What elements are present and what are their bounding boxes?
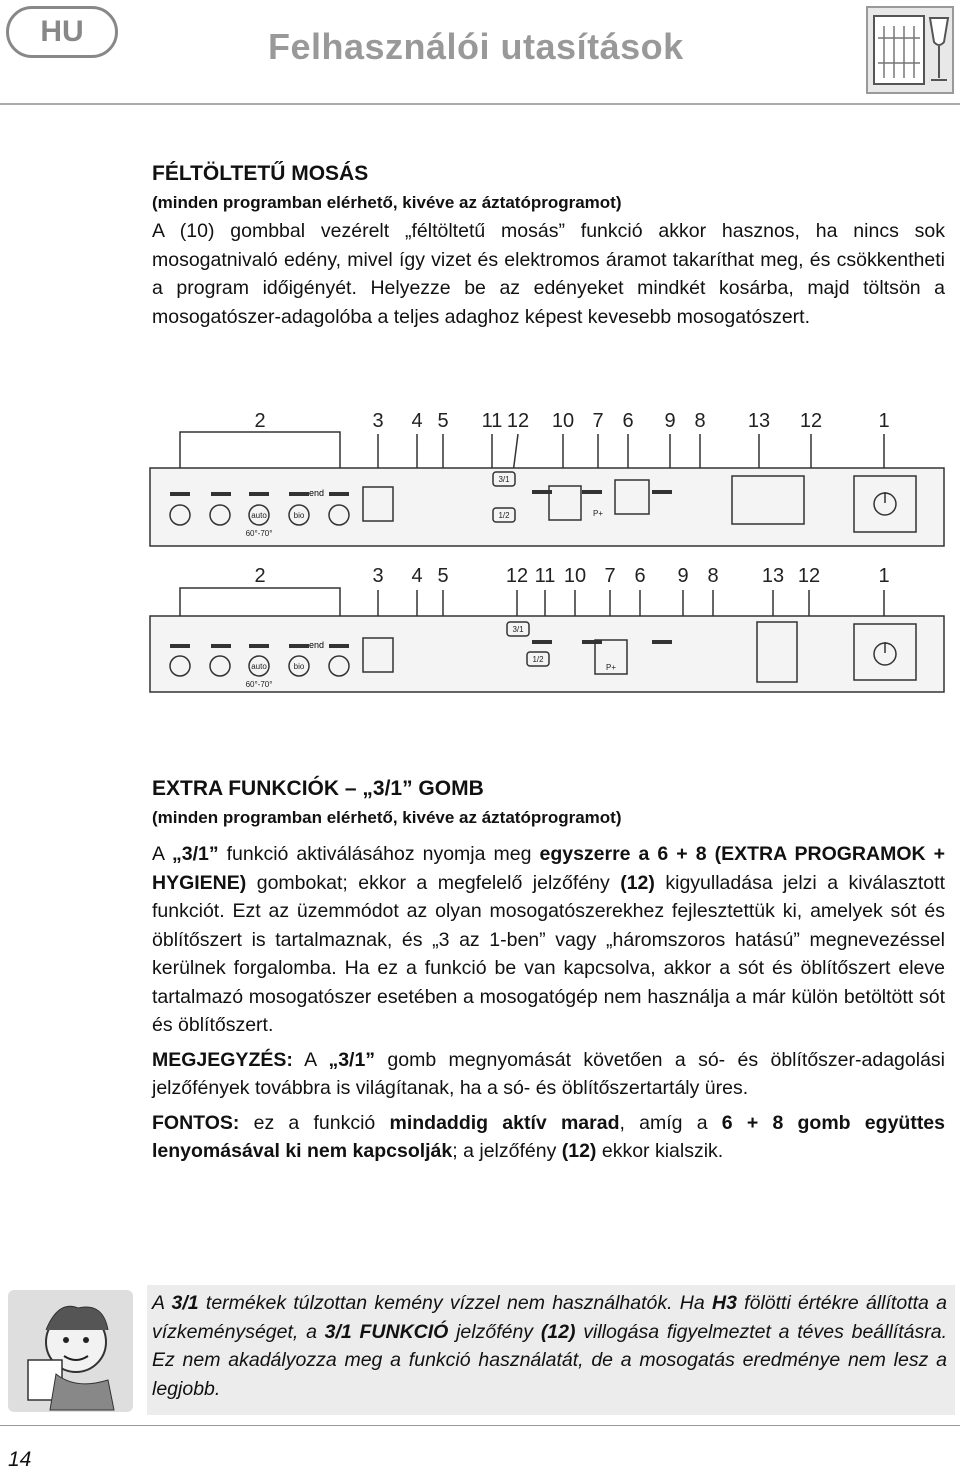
callout-label: 6 <box>634 565 646 587</box>
section-subheading: (minden programban elérhető, kivéve az áztatóprogramot) <box>152 192 622 212</box>
section-heading: FÉLTÖLTETŰ MOSÁS <box>152 162 369 185</box>
section-half-load <box>152 160 945 331</box>
control-panel-diagram-1 <box>147 400 947 555</box>
section-heading: EXTRA FUNKCIÓK – „3/1” GOMB <box>152 777 484 800</box>
three-one-label: 3/1 <box>512 625 524 634</box>
half-label: 1/2 <box>498 511 510 520</box>
p-plus-label: P+ <box>592 509 604 518</box>
header-divider <box>0 103 960 105</box>
dishwasher-icon <box>866 6 954 94</box>
callout-label: 13 <box>761 565 785 587</box>
control-panel-diagram-2 <box>147 560 947 700</box>
temp-label: 60°-70° <box>245 680 273 689</box>
callout-label: 3 <box>372 410 384 432</box>
callout-label: 8 <box>694 410 706 432</box>
section-body: A (10) gombbal vezérelt „féltöltetű mosás” funkció akkor hasznos, ha nincs sok mosogatnivaló edény, mivel így vizet és elektromos áramot takaríthat meg, és csökkentheti a program időigényét. Helyezze be az edényeket mindkét kosárba, majd töltsön a mosogatószer-adagolóba a teljes adaghoz képest kevesebb mosogatószert. <box>152 220 945 328</box>
end-label: end <box>309 640 325 650</box>
callout-label: 8 <box>707 565 719 587</box>
section-extra-functions <box>152 775 945 1166</box>
section-subheading: (minden programban elérhető, kivéve az áztatóprogramot) <box>152 807 622 827</box>
callout-label: 12 <box>506 410 530 432</box>
callout-label: 12 <box>799 410 823 432</box>
bio-label: bio <box>293 662 305 671</box>
callout-label: 5 <box>437 565 449 587</box>
paragraph-activation: A „3/1” funkció aktiválásához nyomja meg egyszerre a 6 + 8 (EXTRA PROGRAMOK + HYGIENE) gombokat; ekkor a megfelelő jelzőfény (12) kigyulladása jelzi a kiválasztott funkciót. Ezt az üzemmódot az olyan mosogatószerekhez fejlesztettük ki, amelyek sót és öblítőszert is tartalmaznak, és „3 az 1-ben” vagy „háromszoros hatású” megnevezéssel kerülnek forgalomba. Ha ez a funkció be van kapcsolva, akkor a sót és öblítőszert eleve tartalmazó mosogatószer esetében a mosogatógép nem használja a már külön betöltött sót és öblítőszert. <box>152 843 945 1036</box>
callout-label: 4 <box>411 410 423 432</box>
bio-label: bio <box>293 511 305 520</box>
callout-label: 9 <box>677 565 689 587</box>
footer-divider <box>0 1425 960 1426</box>
callout-label: 7 <box>604 565 616 587</box>
callout-label: 10 <box>563 565 587 587</box>
callout-label: 6 <box>622 410 634 432</box>
temp-label: 60°-70° <box>245 529 273 538</box>
language-badge <box>6 6 118 58</box>
callout-label: 1 <box>878 565 890 587</box>
p-plus-label: P+ <box>605 663 617 672</box>
warning-note <box>147 1285 955 1415</box>
callout-label: 13 <box>747 410 771 432</box>
callout-label: 2 <box>254 565 266 587</box>
callout-label: 1 <box>878 410 890 432</box>
callout-label: 3 <box>372 565 384 587</box>
paragraph-note: MEGJEGYZÉS: A „3/1” gomb megnyomását követően a só- és öblítőszer-adagolási jelzőfények továbbra is világítanak, ha a só- és öblítőszertartály üres. <box>152 1048 945 1099</box>
callout-label: 10 <box>551 410 575 432</box>
auto-label: auto <box>251 662 267 671</box>
callout-label: 9 <box>664 410 676 432</box>
callout-label: 5 <box>437 410 449 432</box>
callout-label: 4 <box>411 565 423 587</box>
callout-label: 2 <box>254 410 266 432</box>
page-number: 14 <box>8 1448 32 1471</box>
callout-label: 11 <box>534 565 556 587</box>
note-text: A 3/1 termékek túlzottan kemény vízzel nem használhatók. Ha H3 fölötti értékre állította a vízkeménységet, a 3/1 FUNKCIÓ jelzőfény (12) villogása figyelmeztet a téves beállításra. Ez nem akadályozza meg a funkció használatát, de a mosogatás eredménye nem lesz a legjobb. <box>152 1292 947 1400</box>
end-label: end <box>309 488 325 498</box>
callout-label: 12 <box>505 565 529 587</box>
cartoon-character-icon <box>8 1290 133 1412</box>
page-title: Felhasználói utasítások <box>268 26 684 67</box>
half-label: 1/2 <box>532 655 544 664</box>
language-badge-text: HU <box>40 15 84 48</box>
paragraph-important: FONTOS: ez a funkció mindaddig aktív marad, amíg a 6 + 8 gomb együttes lenyomásával ki nem kapcsolják; a jelzőfény (12) ekkor kialszik. <box>152 1111 945 1162</box>
callout-label: 7 <box>592 410 604 432</box>
callout-label: 11 <box>481 410 503 432</box>
callout-label: 12 <box>797 565 821 587</box>
three-one-label: 3/1 <box>498 475 510 484</box>
auto-label: auto <box>251 511 267 520</box>
